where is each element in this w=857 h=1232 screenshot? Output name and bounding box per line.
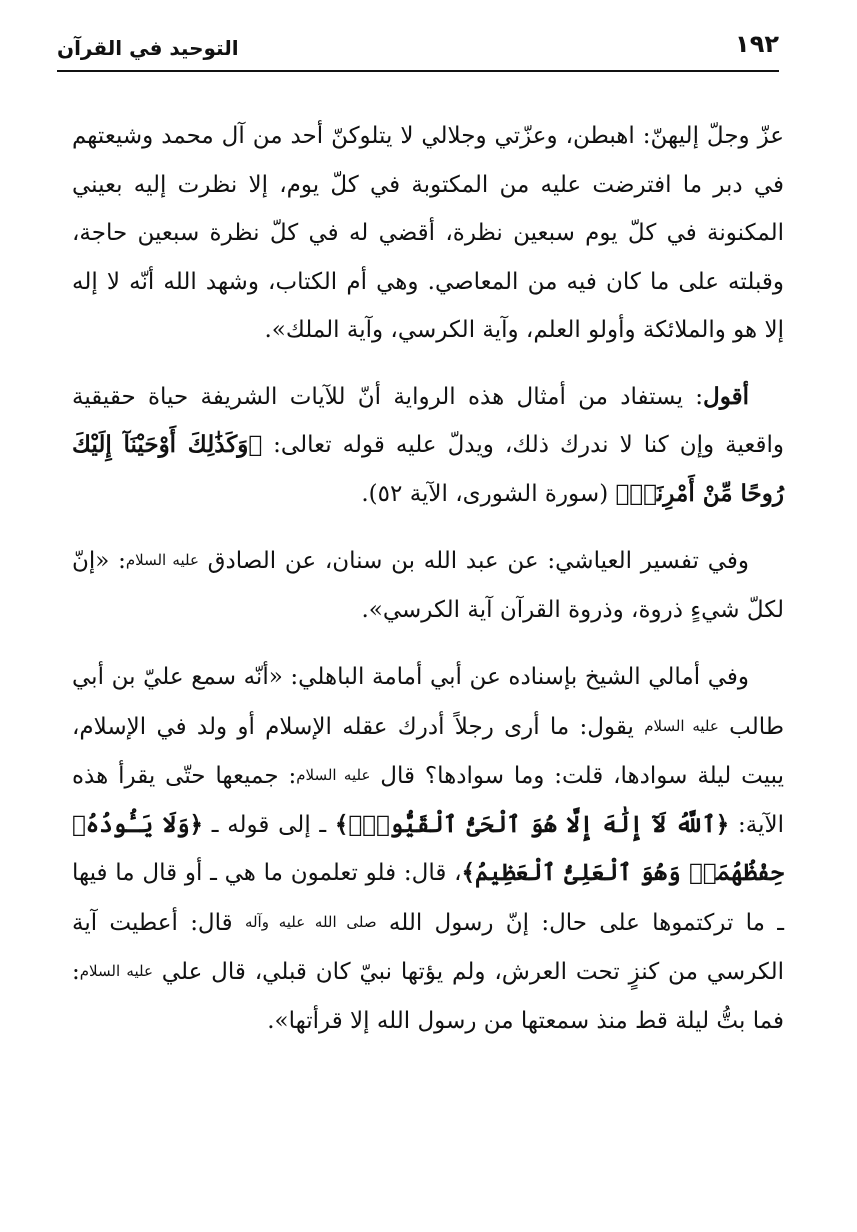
paragraph-text: : فما بتُّ ليلة قط منذ سمعتها من رسول الله إلا قرأتها». — [72, 959, 784, 1034]
paragraph-text: عزّ وجلّ إليهنّ: اهبطن، وعزّتي وجلالي لا يتلوكنّ أحد من آل محمد وشيعتهم في دبر ما افترضت عليه من المكتوبة في كلّ يوم، إلا نظرت إليه بعيني المكنونة في كلّ يوم سبعين نظرة، أقضي له في كلّ نظرة سبعين حاجة، وقبلته على ما كان فيه من المعاصي. وهي أم الكتاب، وشهد الله أنّه لا إله إلا هو والملائكة وأولو العلم، وآية الكرسي، وآية الملك». — [72, 123, 784, 343]
paragraph-text: ، قال: فلو تعلمون ما هي ـ أو قال ما فيها ـ ما تركتموها على حال: إنّ رسول الله — [72, 860, 784, 936]
honorific-glyph: عليه السلام — [125, 551, 199, 569]
paragraph-4 — [72, 653, 784, 1045]
paragraph-3 — [72, 536, 784, 634]
paragraph-text: : جميعها حتّى يقرأ هذه الآية: — [72, 763, 784, 838]
paragraph-text: ـ إلى قوله ـ — [203, 811, 335, 838]
paragraph-text: : «إنّ لكلّ شيءٍ ذروة، وذروة القرآن آية الكرسي». — [72, 548, 784, 623]
quran-verse: ﴿وَكَذَٰلِكَ أَوْحَيْنَآ إِلَيْكَ رُوحًا مِّنْ أَمْرِنَاۚ﴾ — [72, 431, 784, 507]
honorific-glyph: عليه السلام — [79, 962, 153, 980]
paragraph-text: : يستفاد من أمثال هذه الرواية أنّ للآيات الشريفة حياة حقيقية واقعية وإن كنا لا ندرك ذلك، ويدلّ عليه قوله تعالى: — [72, 383, 784, 458]
header-divider — [57, 70, 779, 72]
paragraph-1 — [72, 112, 784, 355]
body-text — [72, 112, 784, 1066]
paragraph-text: يقول: ما أرى رجلاً أدرك عقله الإسلام أو ولد في الإسلام، يبيت ليلة سوادها، قلت: وما سوادها؟ قال — [72, 713, 785, 789]
paragraph-text: قال: أعطيت آية الكرسي من كنزٍ تحت العرش، ولم يؤتها نبيّ كان قبلي، قال علي — [72, 909, 784, 985]
paragraph-2 — [72, 373, 784, 519]
page-number: ١٩٢ — [735, 30, 779, 58]
honorific-glyph: عليه السلام — [644, 716, 719, 735]
lead-word: أقول — [703, 382, 749, 410]
quran-verse: ﴿وَلَا يَـُٔودُهُۥ حِفْظُهُمَاۚ وَهُوَ ٱلْعَلِىُّ ٱلْعَظِيمُ﴾ — [72, 810, 784, 886]
citation-text: (سورة الشورى، الآية ٥٢). — [361, 480, 616, 507]
page-header — [57, 30, 779, 70]
book-title: التوحيد في القرآن — [57, 36, 239, 60]
paragraph-text: وفي تفسير العياشي: عن عبد الله بن سنان، عن الصادق — [198, 548, 749, 574]
honorific-glyph: صلى الله عليه وآله — [244, 912, 377, 931]
paragraph-text: وفي أمالي الشيخ بإسناده عن أبي أمامة الباهلي: «أنّه سمع عليّ بن أبي طالب — [72, 664, 785, 740]
quran-verse: ﴿ٱللَّهُ لَآ إِلَٰهَ إِلَّا هُوَ ٱلْحَىُّ ٱلْقَيُّومُۚ﴾ — [334, 810, 730, 838]
honorific-glyph: عليه السلام — [296, 766, 371, 784]
